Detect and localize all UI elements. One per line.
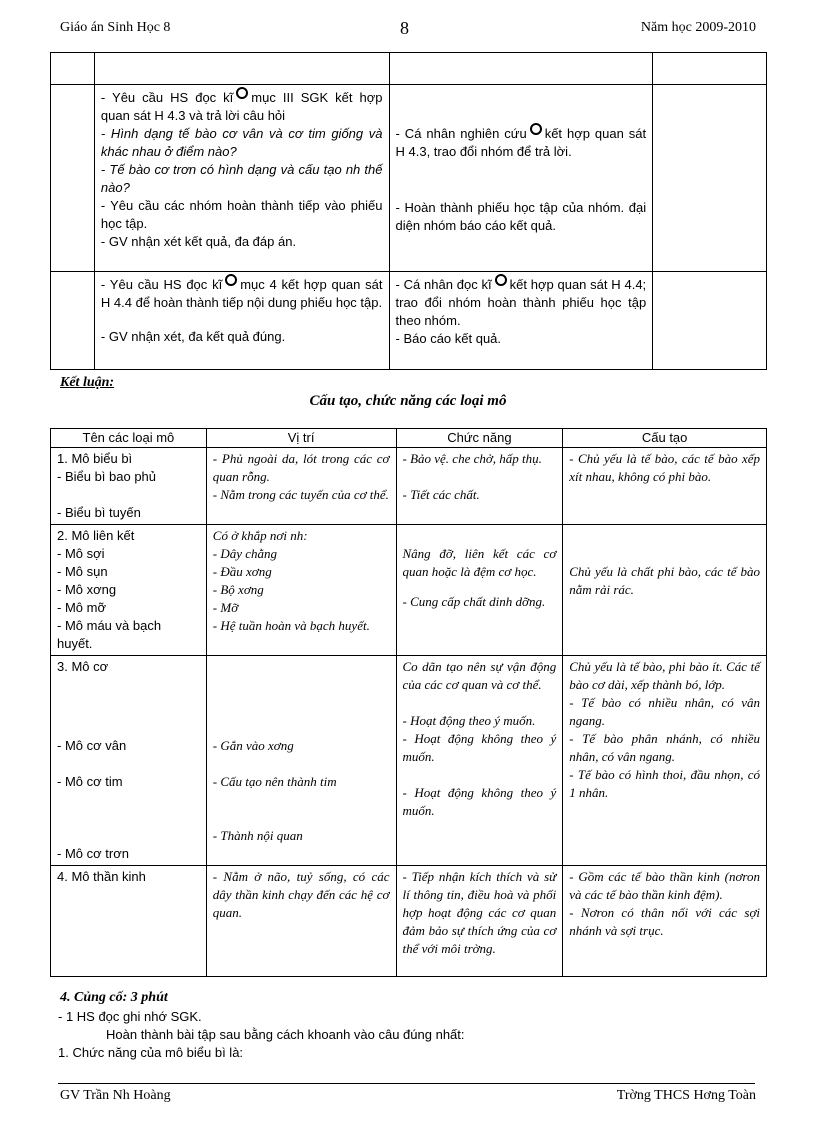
- tissue-name: - Mô cơ trơn: [57, 846, 129, 861]
- tissue-name-cell: [51, 525, 207, 656]
- structure-cell: [563, 448, 767, 525]
- tissue-name: - Mô cơ tim: [57, 774, 123, 789]
- location-cell: [206, 525, 396, 656]
- location-text: - Mỡ: [212, 600, 239, 615]
- teacher-question: - Tế bào cơ trơn có hình dạng và cấu tạo nh thế nào?: [100, 162, 383, 195]
- footer-left: GV Trần Nh Hoàng: [60, 1088, 171, 1103]
- teacher-text: mục 4 kết hợp quan sát H 4.4 để hoàn thành tiếp nội dung phiếu học tập.: [100, 277, 383, 310]
- teacher-activity-cell: [94, 272, 389, 370]
- header-left: Giáo án Sinh Học 8: [60, 20, 171, 35]
- teacher-activity-cell: [94, 85, 389, 272]
- student-text: - Cá nhân nghiên cứu: [395, 126, 527, 141]
- location-text: - Dây chằng: [212, 546, 278, 561]
- conclusion-label: Kết luận:: [60, 375, 115, 390]
- section-title: 4. Củng cố: 3 phút: [60, 990, 168, 1005]
- teacher-text: - GV nhận xét kết quả, đa đáp án.: [100, 234, 297, 249]
- function-text: - Hoạt động theo ý muốn.: [402, 713, 536, 728]
- tissue-name: 3. Mô cơ: [57, 659, 109, 674]
- structure-text: - Chủ yếu là tế bào, các tế bào xếp xít nhau, không có phi bào.: [569, 451, 760, 484]
- table-row: [51, 866, 767, 977]
- function-text: - Tiết các chất.: [402, 487, 480, 502]
- footer-divider: [58, 1083, 755, 1084]
- location-text: - Phủ ngoài da, lót trong các cơ quan rỗng.: [212, 451, 390, 484]
- teacher-question: - Hình dạng tế bào cơ vân và cơ tim giống và khác nhau ở điểm nào?: [100, 126, 383, 159]
- structure-text: Chủ yếu là chất phi bào, các tế bào nằm rải rác.: [569, 564, 760, 597]
- structure-cell: [563, 656, 767, 866]
- tissue-name-cell: [51, 656, 207, 866]
- student-text: - Cá nhân đọc kĩ: [395, 277, 492, 292]
- function-text: - Tiếp nhận kích thích và sử lí thông tin, điều hoà và phối hợp hoạt động các cơ quan đảm bảo sự thích ứng của cơ thể với môi trờng.: [402, 869, 557, 956]
- location-text: - Hệ tuần hoàn và bạch huyết.: [212, 618, 370, 633]
- student-text: kết hợp quan sát H 4.3, trao đổi nhóm để trả lời.: [395, 126, 647, 159]
- tissue-name: 2. Mô liên kết: [57, 528, 135, 543]
- function-text: - Hoạt động không theo ý muốn.: [402, 731, 557, 764]
- function-text: - Hoạt động không theo ý muốn.: [402, 785, 557, 818]
- function-text: Nâng đỡ, liên kết các cơ quan hoặc là đệm cơ học.: [402, 546, 557, 579]
- function-cell: [396, 525, 563, 656]
- tissue-table: [50, 428, 767, 977]
- location-cell: [206, 656, 396, 866]
- tissue-name-cell: [51, 448, 207, 525]
- section-line: 1. Chức năng của mô biểu bì là:: [58, 1045, 244, 1060]
- tissue-name: - Mô cơ vân: [57, 738, 127, 753]
- location-cell: [206, 448, 396, 525]
- tissue-name: - Mô máu và bạch huyết.: [57, 618, 162, 651]
- table-row: [51, 448, 767, 525]
- tissue-name: 4. Mô thần kinh: [57, 869, 146, 884]
- student-text: - Báo cáo kết quả.: [395, 331, 502, 346]
- table-header-row: [51, 429, 767, 448]
- footer-right: Trờng THCS Hơng Toàn: [616, 1088, 756, 1103]
- structure-cell: [563, 525, 767, 656]
- table-row: [51, 656, 767, 866]
- student-activity-cell: [389, 85, 653, 272]
- column-header: Vị trí: [206, 429, 396, 448]
- reading-circle-icon: [530, 123, 542, 135]
- location-text: - Cấu tạo nên thành tim: [212, 774, 337, 789]
- tissue-name: - Mô xơng: [57, 582, 117, 597]
- structure-text: - Gồm các tế bào thần kinh (nơron và các tế bào thần kinh đệm).: [569, 869, 760, 902]
- tissue-name: - Biểu bì tuyến: [57, 505, 141, 520]
- column-header: Cấu tạo: [563, 429, 767, 448]
- table-row: [51, 85, 767, 272]
- teacher-text: mục III SGK kết hợp quan sát H 4.3 và trả lời câu hỏi: [100, 90, 383, 123]
- table-row: [51, 272, 767, 370]
- location-text: - Gắn vào xơng: [212, 738, 294, 753]
- student-activity-cell: [389, 272, 653, 370]
- student-text: - Hoàn thành phiếu học tập của nhóm. đại diện nhóm báo cáo kết quả.: [395, 200, 647, 233]
- location-text: - Bộ xơng: [212, 582, 264, 597]
- function-cell: [396, 866, 563, 977]
- function-text: - Bảo vệ. che chở, hấp thụ.: [402, 451, 542, 466]
- table-row: [51, 525, 767, 656]
- function-cell: [396, 656, 563, 866]
- section-line: Hoàn thành bài tập sau bằng cách khoanh vào câu đúng nhất:: [106, 1027, 465, 1042]
- tissue-name: - Biểu bì bao phủ: [57, 469, 157, 484]
- structure-text: - Tế bào phân nhánh, có nhiều nhân, có vân ngang.: [569, 731, 760, 764]
- structure-text: - Tế bào có hình thoi, đầu nhọn, có 1 nhân.: [569, 767, 760, 800]
- location-text: - Thành nội quan: [212, 828, 303, 843]
- structure-text: - Tế bào có nhiều nhân, có vân ngang.: [569, 695, 760, 728]
- location-text: - Nằm trong các tuyến của cơ thể.: [212, 487, 389, 502]
- reading-circle-icon: [495, 274, 507, 286]
- header-right: Năm học 2009-2010: [640, 20, 756, 35]
- reading-circle-icon: [236, 87, 248, 99]
- tissue-name: - Mô sợi: [57, 546, 105, 561]
- function-text: - Cung cấp chất dinh dỡng.: [402, 594, 546, 609]
- activity-table: [50, 52, 767, 370]
- teacher-text: - Yêu cầu HS đọc kĩ: [100, 277, 223, 292]
- tissue-name: - Mô sụn: [57, 564, 108, 579]
- reading-circle-icon: [225, 274, 237, 286]
- structure-text: Chủ yếu là tế bào, phi bào ít. Các tế bào cơ dài, xếp thành bó, lớp.: [569, 659, 760, 692]
- tissue-name: - Mô mỡ: [57, 600, 106, 615]
- table-title: Cấu tạo, chức năng các loại mô: [309, 393, 507, 409]
- table-row: [51, 53, 767, 85]
- tissue-name-cell: [51, 866, 207, 977]
- column-header: Chức năng: [396, 429, 563, 448]
- tissue-name: 1. Mô biểu bì: [57, 451, 133, 466]
- structure-cell: [563, 866, 767, 977]
- teacher-text: - Yêu cầu các nhóm hoàn thành tiếp vào phiếu học tập.: [100, 198, 383, 231]
- location-text: - Nằm ở não, tuỷ sống, có các dây thần kinh chạy đến các hệ cơ quan.: [212, 869, 390, 920]
- location-cell: [206, 866, 396, 977]
- function-text: Co dãn tạo nên sự vận động của các cơ quan và cơ thể.: [402, 659, 557, 692]
- location-text: Có ở khắp nơi nh:: [212, 528, 308, 543]
- location-text: - Đầu xơng: [212, 564, 272, 579]
- section-line: - 1 HS đọc ghi nhớ SGK.: [58, 1009, 202, 1024]
- teacher-text: - GV nhận xét, đa kết quả đúng.: [100, 329, 286, 344]
- student-text: kết hợp quan sát H 4.4; trao đổi nhóm hoàn thành phiếu học tập theo nhóm.: [395, 277, 647, 328]
- structure-text: - Nơron có thân nối với các sợi nhánh và sợi trục.: [569, 905, 760, 938]
- function-cell: [396, 448, 563, 525]
- teacher-text: - Yêu cầu HS đọc kĩ: [100, 90, 234, 105]
- page-number: 8: [400, 18, 409, 38]
- column-header: Tên các loại mô: [51, 429, 207, 448]
